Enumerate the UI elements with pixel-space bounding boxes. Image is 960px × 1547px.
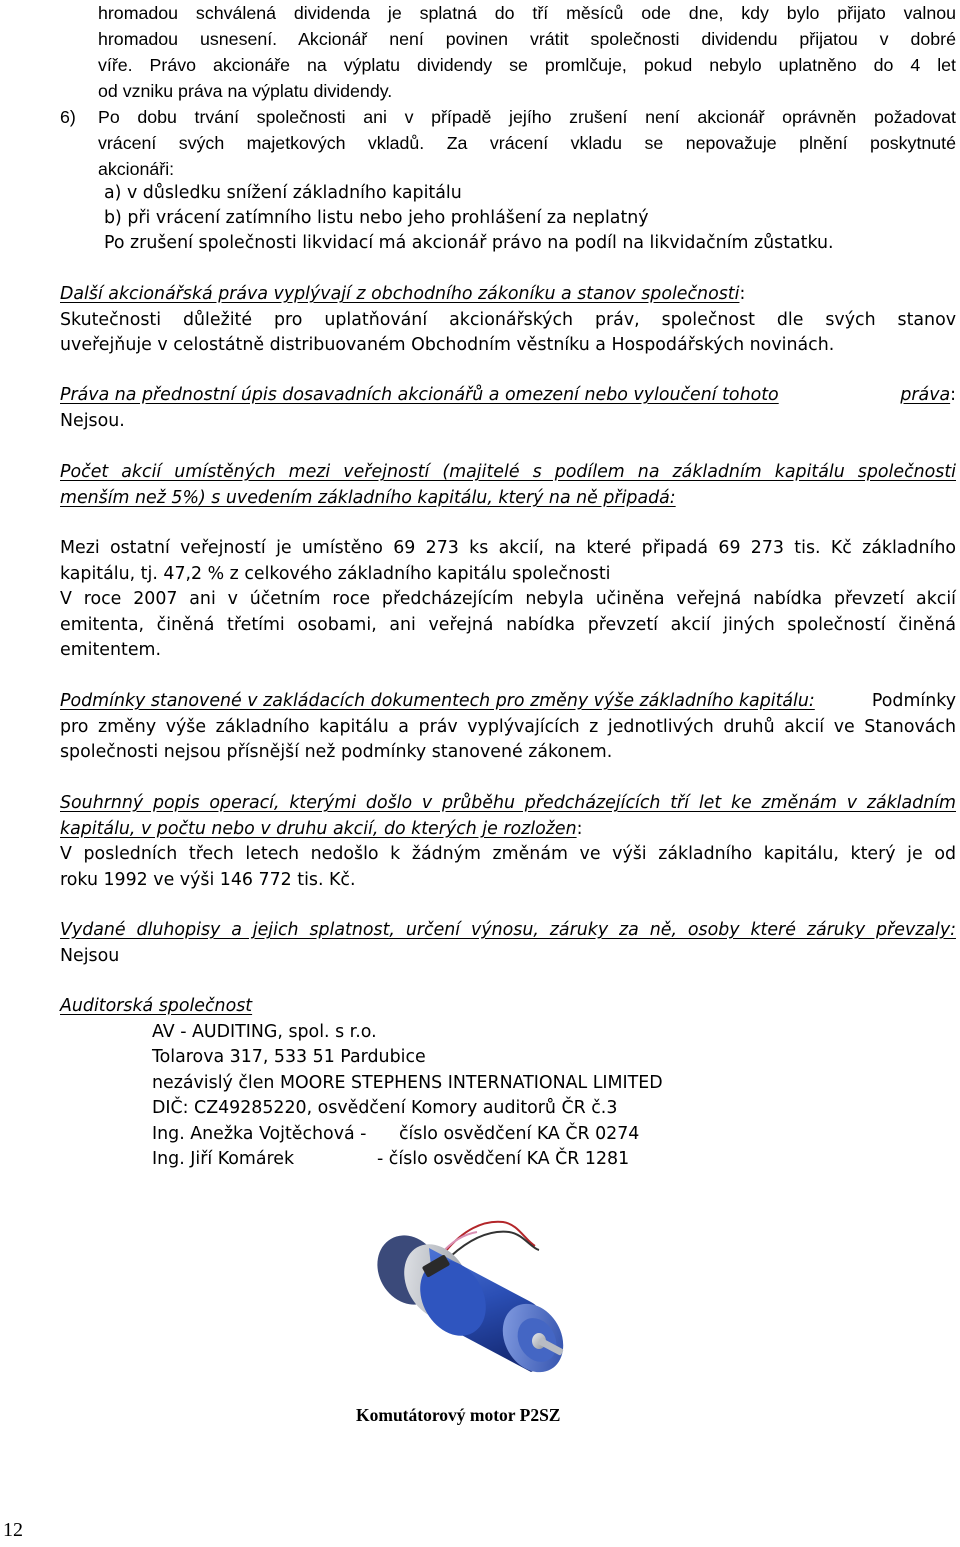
public-shares-heading: menším než 5%) s uvedením základního kapitálu, který na ně připadá: (60, 488, 676, 508)
preemption-heading-text: Práva na přednostní úpis dosavadních akcionářů a omezení nebo vyloučení tohoto (60, 385, 779, 405)
capital-change-text: Podmínky (871, 691, 956, 711)
item-number: 6) (60, 107, 76, 127)
rights-line: Skutečnosti důležité pro uplatňování akcionářských práv, společnost dle svých stanov (60, 310, 956, 330)
page-number: 12 (3, 1519, 23, 1541)
summary-heading-2 (60, 816, 582, 842)
auditor-person-2-cert: - číslo osvědčení KA ČR 1281 (377, 1149, 630, 1169)
auditor-person-1: Ing. Anežka Vojtěchová - (152, 1124, 367, 1144)
summary-heading-colon: : (576, 819, 583, 839)
public-shares-heading: Počet akcií umístěných mezi veřejností (majitelé s podílem na základním kapitálu společnosti (60, 462, 956, 482)
auditor-line: nezávislý člen MOORE STEPHENS INTERNATIONAL LIMITED (152, 1073, 663, 1093)
rights-heading-colon: : (739, 284, 746, 304)
text-line: akcionáři: (98, 159, 175, 179)
auditor-person-1-cert: číslo osvědčení KA ČR 0274 (399, 1124, 640, 1144)
text-line: hromadou usnesení. Akcionář není povinen vrátit společnosti dividendu přijatou v dobré (98, 29, 956, 49)
auditor-line: Tolarova 317, 533 51 Pardubice (152, 1047, 426, 1067)
preemption-heading-end (900, 382, 956, 408)
liquidation-text: Po zrušení společnosti likvidací má akcionář právo na podíl na likvidačním zůstatku. (104, 233, 834, 253)
bonds-heading: Vydané dluhopisy a jejich splatnost, určení výnosu, záruky za ně, osoby které záruky převzaly: (60, 920, 956, 940)
rights-line: uveřejňuje v celostátně distribuovaném Obchodním věstníku a Hospodářských novinách. (60, 335, 835, 355)
text-line: Po dobu trvání společnosti ani v případě jejího zrušení není akcionář oprávněn požadovat (98, 107, 956, 127)
summary-line: V posledních třech letech nedošlo k žádným změnám ve výši základního kapitálu, který je od (60, 844, 956, 864)
public-shares-line: emitenta, činěná třetími osobami, ani veřejná nabídka převzetí akcií jiných společností činěná (60, 615, 956, 635)
motor-photo (353, 1190, 601, 1390)
sub-item-b: b) při vrácení zatímního listu nebo jeho prohlášení za neplatný (104, 208, 649, 228)
summary-heading-text: kapitálu, v počtu nebo v druhu akcií, do kterých je rozložen (60, 819, 577, 839)
capital-change-line: pro změny výše základního kapitálu a práv vyplývajících z jednotlivých druhů akcií ve Stanovách (60, 717, 956, 737)
preemption-heading (60, 382, 956, 408)
preemption-heading-word: práva (900, 385, 951, 405)
auditor-line: DIČ: CZ49285220, osvědčení Komory auditorů ČR č.3 (152, 1098, 618, 1118)
summary-heading: Souhrnný popis operací, kterými došlo v průběhu předcházejících tří let ke změnám v základním (60, 793, 956, 813)
auditor-line: AV - AUDITING, spol. s r.o. (152, 1022, 377, 1042)
preemption-answer: Nejsou. (60, 411, 125, 431)
auditor-heading: Auditorská společnost (60, 996, 253, 1016)
figure-caption: Komutátorový motor P2SZ (356, 1405, 561, 1425)
public-shares-line: kapitálu, tj. 47,2 % z celkového základního kapitálu společnosti (60, 564, 611, 584)
capital-change-first (60, 688, 956, 714)
text-line: vrácení svých majetkových vkladů. Za vrácení vkladu se nepovažuje plnění poskytnuté (98, 133, 956, 153)
text-line: od vzniku práva na výplatu dividendy. (98, 81, 393, 101)
public-shares-line: emitentem. (60, 640, 161, 660)
bonds-answer: Nejsou (60, 946, 120, 966)
rights-heading-text: Další akcionářská práva vyplývají z obchodního zákoníku a stanov společnosti (60, 284, 740, 304)
summary-line: roku 1992 ve výši 146 772 tis. Kč. (60, 870, 356, 890)
public-shares-line: Mezi ostatní veřejností je umístěno 69 273 ks akcií, na které připadá 69 273 tis. Kč základního (60, 538, 956, 558)
capital-change-line: společnosti nejsou přísnější než podmínky stanovené zákonem. (60, 742, 613, 762)
sub-item-a: a) v důsledku snížení základního kapitálu (104, 183, 462, 203)
rights-heading (60, 281, 745, 307)
text-line: hromadou schválená dividenda je splatná do tří měsíců ode dne, kdy bylo přijato valnou (98, 3, 956, 23)
auditor-person-2: Ing. Jiří Komárek (152, 1149, 295, 1169)
preemption-heading-colon: : (950, 385, 956, 405)
public-shares-line: V roce 2007 ani v účetním roce předcházejícím nebyla učiněna veřejná nabídka převzetí akcií (60, 589, 956, 609)
capital-change-heading: Podmínky stanovené v zakládacích dokumentech pro změny výše základního kapitálu: (60, 691, 815, 711)
text-line: víře. Právo akcionáře na výplatu dividendy se promlčuje, pokud nebylo uplatněno do 4 let (98, 55, 956, 75)
motor-illustration (353, 1190, 601, 1390)
